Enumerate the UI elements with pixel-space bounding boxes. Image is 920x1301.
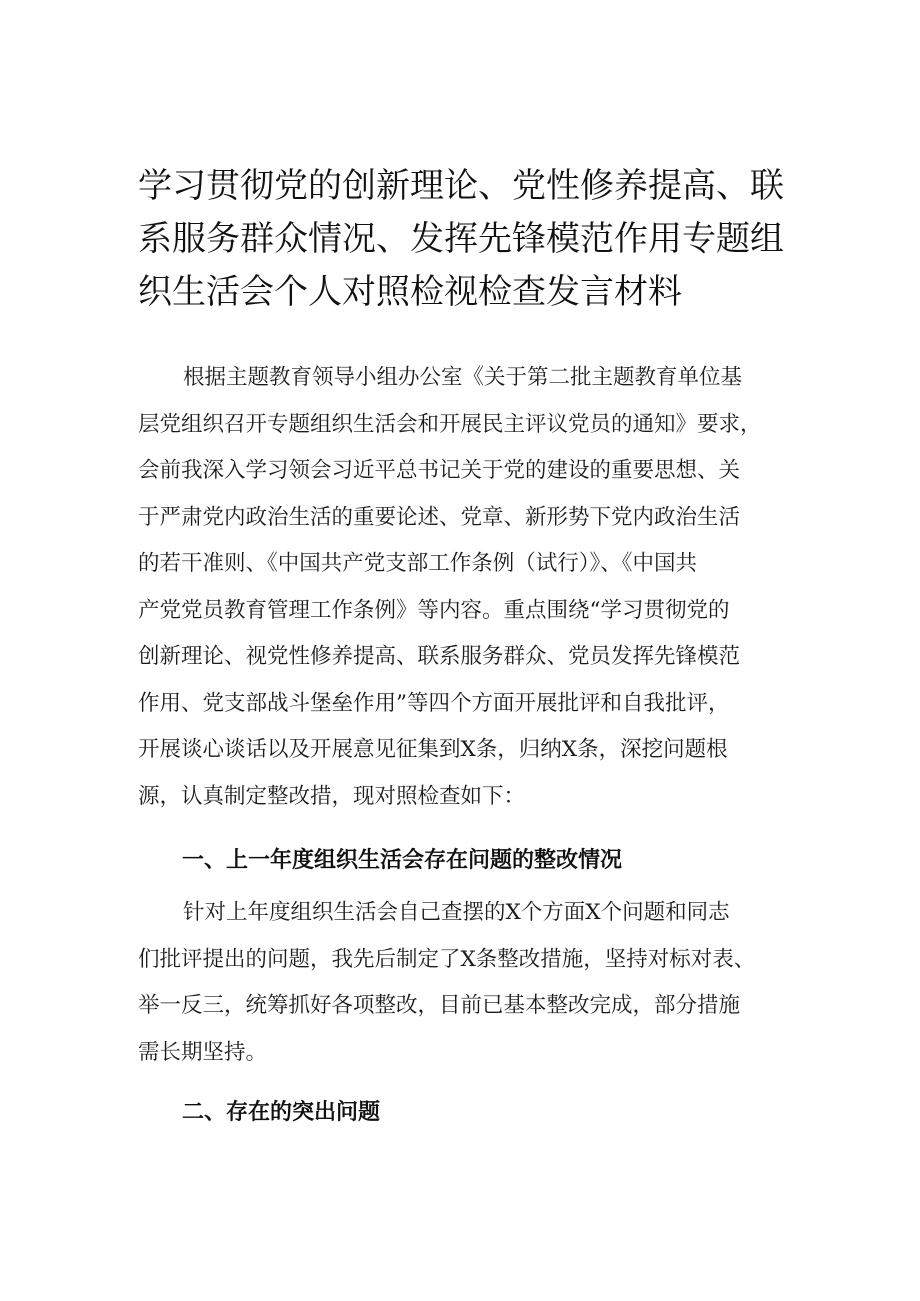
paragraph-line: 作用、党支部战斗堡垒作用”等四个方面开展批评和自我批评， [138, 690, 730, 716]
paragraph-line: 产党党员教育管理工作条例》等内容。重点围绕“学习贯彻党的 [138, 597, 730, 623]
title-line-2: 系服务群众情况、发挥先锋模范作用专题组 [138, 219, 784, 259]
paragraph-line: 需长期坚持。 [138, 1039, 268, 1065]
document-title [138, 160, 798, 319]
title-line-3: 织生活会个人对照检视检查发言材料 [138, 272, 682, 312]
title-line-1: 学习贯彻党的创新理论、党性修养提高、联 [138, 166, 784, 206]
paragraph-line: 针对上年度组织生活会自己查摆的X个方面X个问题和同志 [183, 900, 730, 925]
paragraph-line: 举一反三，统筹抓好各项整改，目前已基本整改完成，部分措施 [138, 993, 741, 1018]
paragraph-line: 根据主题教育领导小组办公室《关于第二批主题教育单位基 [183, 365, 743, 390]
paragraph-line: 创新理论、视党性修养提高、联系服务群众、党员发挥先锋模范 [138, 644, 741, 669]
paragraph-line: 层党组织召开专题组织生活会和开展民主评议党员的通知》要求， [138, 411, 762, 437]
paragraph-line: 会前我深入学习领会习近平总书记关于党的建设的重要思想、关 [138, 458, 741, 483]
paragraph-line: 开展谈心谈话以及开展意见征集到X条，归纳X条，深挖问题根 [138, 737, 728, 762]
paragraph-line: 的若干准则、《中国共产党支部工作条例（试行）》、《中国共 [138, 551, 698, 576]
section-heading-2: 二、存在的突出问题 [182, 1100, 381, 1125]
intro-paragraph [138, 355, 798, 820]
section-heading-1: 一、上一年度组织生活会存在问题的整改情况 [182, 848, 623, 873]
paragraph-line: 源，认真制定整改措，现对照检查如下： [138, 783, 526, 809]
section1-paragraph [138, 890, 798, 1076]
paragraph-line: 于严肃党内政治生活的重要论述、党章、新形势下党内政治生活 [138, 504, 741, 530]
paragraph-line: 们批评提出的问题，我先后制定了X条整改措施，坚持对标对表、 [138, 946, 756, 972]
